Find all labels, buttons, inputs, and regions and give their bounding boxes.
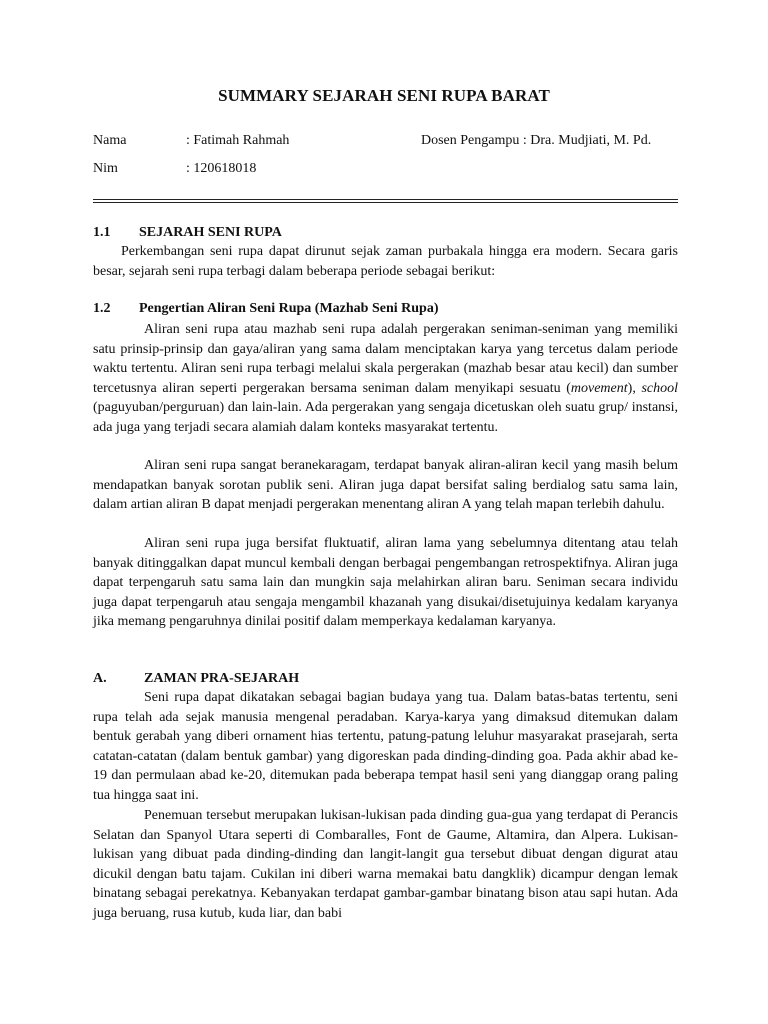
section-title: ZAMAN PRA-SEJARAH [144, 671, 300, 686]
header-divider-top [93, 199, 678, 200]
paragraph-1-1: Perkembangan seni rupa dapat dirunut sejak zaman purbakala hingga era modern. Secara garis besar, sejarah seni rupa terbagi dalam beberapa periode sebagai berikut: [93, 244, 678, 279]
document-title: SUMMARY SEJARAH SENI RUPA BARAT [218, 86, 550, 105]
section-title: Pengertian Aliran Seni Rupa (Mazhab Seni Rupa) [139, 301, 439, 316]
nama-value: : Fatimah Rahmah [186, 133, 290, 148]
paragraph-a-2: Penemuan tersebut merupakan lukisan-lukisan pada dinding gua-gua yang terdapat di Perancis Selatan dan Spanyol Utara seperti di Combaralles, Font de Gaume, Altamira, dan Alpera. Lukisan-lukisan yang dibuat pada dinding-dinding dan langit-langit gua tersebut dibuat dengan digurat atau dicukil dengan batu tajam. Cukilan ini diberi warna memakai batu dangklik) dicampur dengan lemak binatang sebagai perekatnya. Kebanyakan terdapat gambar-gambar binatang bison atau sapi hutan. Ada juga beruang, rusa kutub, kuda liar, dan babi [93, 808, 678, 921]
text-run: Aliran seni rupa atau mazhab seni rupa adalah pergerakan seniman-seniman yang memiliki satu prinsip-prinsip dan gaya/aliran yang sama dalam menciptakan karya yang tercetus dalam periode waktu tertentu. Aliran seni rupa terbagi melalui skala pergerakan (mazhab besar atau kecil) dan sumber tercetusnya aliran seperti pergerakan bersama seniman dalam menyikapi sesuatu ( [93, 322, 678, 396]
section-number: 1.2 [93, 301, 111, 316]
section-title: SEJARAH SENI RUPA [139, 225, 282, 240]
paragraph-1-2-1 [93, 320, 678, 438]
header-divider-bottom [93, 202, 678, 203]
text-run: (paguyuban/perguruan) dan lain-lain. Ada pergerakan yang sengaja dicetuskan oleh suatu grup/ instansi, ada juga yang terjadi secara alamiah dalam konteks masyarakat tertentu. [93, 400, 678, 435]
section-number: 1.1 [93, 225, 111, 240]
paragraph-1-2-2: Aliran seni rupa sangat beranekaragam, terdapat banyak aliran-aliran kecil yang masih belum mendapatkan banyak sorotan publik seni. Aliran juga dapat bersifat saling berdialog satu sama lain, dalam artian aliran B dapat menjadi pergerakan menentang aliran A yang telah mapan terlebih dahulu. [93, 458, 678, 513]
dosen-pengampu: Dosen Pengampu : Dra. Mudjiati, M. Pd. [421, 133, 652, 148]
italic-term-school: school [641, 380, 678, 396]
nama-label: Nama [93, 133, 127, 148]
nim-value: : 120618018 [186, 161, 257, 176]
nim-label: Nim [93, 161, 118, 176]
italic-term-movement: movement [570, 380, 628, 396]
paragraph-1-2-3: Aliran seni rupa juga bersifat fluktuatif, aliran lama yang sebelumnya ditentang atau telah banyak ditinggalkan dapat muncul kembali dengan berbagai pengembangan retrospektifnya. Aliran juga dapat terpengaruh satu sama lain dan mungkin saja melahirkan aliran baru. Seniman secara individu juga dapat terpengaruh atau sengaja mengambil khazanah yang disukai/disetujuinya kedalam karyanya jika memang pengaruhnya dinilai positif dalam memperkaya kedalaman karyanya. [93, 536, 678, 630]
text-run: ), [627, 380, 642, 396]
paragraph-a-1: Seni rupa dapat dikatakan sebagai bagian budaya yang tua. Dalam batas-batas tertentu, seni rupa telah ada sejak manusia mengenal peradaban. Karya-karya yang dimaksud ditemukan dalam bentuk gerabah yang diberi ornament hias tertentu, patung-patung leluhur masyarakat prasejarah, serta catatan-catatan (dalam bentuk gambar) yang digoreskan pada dinding-dinding goa. Pada akhir abad ke-19 dan permulaan abad ke-20, ditemukan pada beberapa tempat hasil seni yang dianggap orang paling tua hingga saat ini. [93, 690, 678, 803]
section-number: A. [93, 671, 107, 686]
